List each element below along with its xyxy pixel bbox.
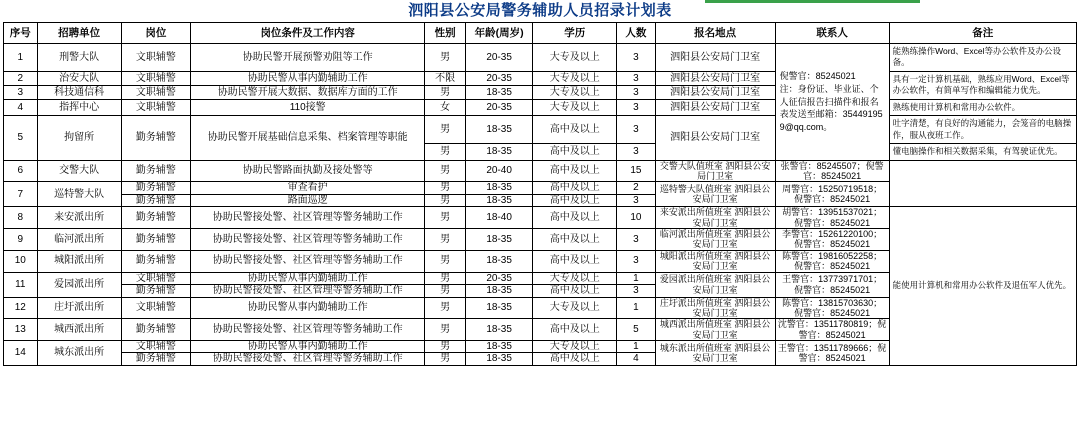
cell-remark: 能使用计算机和常用办公软件及退伍军人优先。 bbox=[889, 207, 1076, 365]
cell-age: 18-35 bbox=[466, 182, 533, 195]
cell-conditions: 协助民警从事内勤辅助工作 bbox=[191, 297, 425, 319]
table-row bbox=[4, 116, 1077, 144]
cell-remark: 懂电脑操作和相关数据采集，有驾驶证优先。 bbox=[889, 144, 1076, 160]
table-header-row bbox=[4, 23, 1077, 44]
cell-sex: 不限 bbox=[425, 71, 466, 85]
cell-no: 14 bbox=[4, 340, 38, 365]
cell-number: 3 bbox=[617, 144, 655, 160]
cell-education: 高中及以上 bbox=[533, 207, 617, 229]
cell-place: 爱园派出所值班室 泗阳县公安局门卫室 bbox=[655, 272, 775, 297]
cell-number: 1 bbox=[617, 272, 655, 285]
cell-sex: 男 bbox=[425, 250, 466, 272]
cell-education: 高中及以上 bbox=[533, 250, 617, 272]
cell-education: 高中及以上 bbox=[533, 319, 617, 341]
cell-conditions: 协助民警开展基础信息采集、档案管理等职能 bbox=[191, 116, 425, 160]
cell-unit: 城东派出所 bbox=[37, 340, 121, 365]
cell-sex: 男 bbox=[425, 285, 466, 298]
cell-place: 泗阳县公安局门卫室 bbox=[655, 44, 775, 72]
cell-education: 大专及以上 bbox=[533, 44, 617, 72]
cell-contact: 陈警官：19816052258；倪警官：85245021 bbox=[775, 250, 889, 272]
title-row bbox=[4, 0, 1077, 23]
cell-unit: 庄圩派出所 bbox=[37, 297, 121, 319]
cell-number: 3 bbox=[617, 250, 655, 272]
cell-conditions: 协助民警接处警、社区管理等警务辅助工作 bbox=[191, 229, 425, 251]
cell-number: 3 bbox=[617, 229, 655, 251]
cell-contact: 胡警官：13951537021；倪警官：85245021 bbox=[775, 207, 889, 229]
col-header-number: 人数 bbox=[617, 23, 655, 44]
cell-education: 高中及以上 bbox=[533, 182, 617, 195]
cell-education: 大专及以上 bbox=[533, 297, 617, 319]
cell-conditions: 审查看护 bbox=[191, 182, 425, 195]
cell-post: 勤务辅警 bbox=[121, 160, 191, 182]
cell-conditions: 协助民警接处警、社区管理等警务辅助工作 bbox=[191, 250, 425, 272]
cell-age: 20-35 bbox=[466, 71, 533, 85]
cell-number: 3 bbox=[617, 44, 655, 72]
cell-no: 13 bbox=[4, 319, 38, 341]
cell-remark: 熟练使用计算机和常用办公软件。 bbox=[889, 99, 1076, 115]
cell-education: 高中及以上 bbox=[533, 144, 617, 160]
cell-post: 勤务辅警 bbox=[121, 250, 191, 272]
cell-place: 巡特警大队值班室 泗阳县公安局门卫室 bbox=[655, 182, 775, 207]
cell-age: 18-35 bbox=[466, 340, 533, 353]
cell-place: 临河派出所值班室 泗阳县公安局门卫室 bbox=[655, 229, 775, 251]
cell-sex: 男 bbox=[425, 144, 466, 160]
cell-education: 大专及以上 bbox=[533, 99, 617, 115]
cell-remark: 能熟练操作Word、Excel等办公软件及办公设备。 bbox=[889, 44, 1076, 72]
cell-age: 18-40 bbox=[466, 207, 533, 229]
cell-post: 勤务辅警 bbox=[121, 116, 191, 160]
cell-place: 来安派出所值班室 泗阳县公安局门卫室 bbox=[655, 207, 775, 229]
cell-conditions: 协助民警路面执勤及接处警等 bbox=[191, 160, 425, 182]
cell-conditions: 协助民警从事内勤辅助工作 bbox=[191, 340, 425, 353]
cell-contact: 周警官：15250719518；倪警官：85245021 bbox=[775, 182, 889, 207]
cell-no: 5 bbox=[4, 116, 38, 160]
cell-unit: 城阳派出所 bbox=[37, 250, 121, 272]
col-header-no: 序号 bbox=[4, 23, 38, 44]
cell-unit: 刑警大队 bbox=[37, 44, 121, 72]
cell-conditions: 协助民警接处警、社区管理等警务辅助工作 bbox=[191, 285, 425, 298]
cell-place: 城东派出所值班室 泗阳县公安局门卫室 bbox=[655, 340, 775, 365]
cell-unit: 治安大队 bbox=[37, 71, 121, 85]
cell-age: 18-35 bbox=[466, 116, 533, 144]
cell-contact: 陈警官：13815703630；倪警官：85245021 bbox=[775, 297, 889, 319]
cell-unit: 城西派出所 bbox=[37, 319, 121, 341]
cell-conditions: 路面巡逻 bbox=[191, 194, 425, 207]
table-row bbox=[4, 99, 1077, 115]
cell-conditions: 协助民警接处警、社区管理等警务辅助工作 bbox=[191, 353, 425, 366]
cell-number: 3 bbox=[617, 71, 655, 85]
col-header-education: 学历 bbox=[533, 23, 617, 44]
cell-number: 2 bbox=[617, 182, 655, 195]
cell-number: 3 bbox=[617, 85, 655, 99]
cell-age: 18-35 bbox=[466, 144, 533, 160]
cell-place: 城阳派出所值班室 泗阳县公安局门卫室 bbox=[655, 250, 775, 272]
cell-no: 10 bbox=[4, 250, 38, 272]
cell-age: 20-40 bbox=[466, 160, 533, 182]
cell-post: 勤务辅警 bbox=[121, 319, 191, 341]
table-row bbox=[4, 160, 1077, 182]
cell-number: 10 bbox=[617, 207, 655, 229]
cell-contact: 王警官：13511789666；倪警官：85245021 bbox=[775, 340, 889, 365]
cell-sex: 男 bbox=[425, 353, 466, 366]
cell-age: 18-35 bbox=[466, 285, 533, 298]
cell-age: 20-35 bbox=[466, 99, 533, 115]
cell-no: 8 bbox=[4, 207, 38, 229]
cell-education: 大专及以上 bbox=[533, 272, 617, 285]
cell-post: 勤务辅警 bbox=[121, 207, 191, 229]
cell-place: 泗阳县公安局门卫室 bbox=[655, 116, 775, 160]
table-row bbox=[4, 44, 1077, 72]
recruitment-table bbox=[3, 0, 1077, 366]
col-header-sex: 性别 bbox=[425, 23, 466, 44]
cell-unit: 巡特警大队 bbox=[37, 182, 121, 207]
table-row bbox=[4, 71, 1077, 85]
cell-sex: 男 bbox=[425, 319, 466, 341]
cell-no: 11 bbox=[4, 272, 38, 297]
table-row bbox=[4, 207, 1077, 229]
col-header-contact: 联系人 bbox=[775, 23, 889, 44]
cell-age: 20-35 bbox=[466, 44, 533, 72]
cell-age: 18-35 bbox=[466, 353, 533, 366]
cell-age: 18-35 bbox=[466, 85, 533, 99]
cell-conditions: 协助民警接处警、社区管理等警务辅助工作 bbox=[191, 319, 425, 341]
cell-conditions: 协助民警开展大数据、数据库方面的工作 bbox=[191, 85, 425, 99]
cell-contact: 王警官：13773971701；倪警官：85245021 bbox=[775, 272, 889, 297]
cell-sex: 男 bbox=[425, 182, 466, 195]
cell-sex: 男 bbox=[425, 85, 466, 99]
cell-number: 15 bbox=[617, 160, 655, 182]
page-title: 泗阳县公安局警务辅助人员招录计划表 bbox=[408, 2, 672, 20]
cell-education: 高中及以上 bbox=[533, 353, 617, 366]
cell-number: 3 bbox=[617, 194, 655, 207]
cell-sex: 男 bbox=[425, 160, 466, 182]
cell-education: 高中及以上 bbox=[533, 116, 617, 144]
cell-age: 18-35 bbox=[466, 194, 533, 207]
cell-number: 3 bbox=[617, 116, 655, 144]
cell-education: 大专及以上 bbox=[533, 85, 617, 99]
cell-conditions: 协助民警接处警、社区管理等警务辅助工作 bbox=[191, 207, 425, 229]
cell-no: 6 bbox=[4, 160, 38, 182]
cell-contact: 李警官：15261220100；倪警官：85245021 bbox=[775, 229, 889, 251]
cell-post: 勤务辅警 bbox=[121, 285, 191, 298]
cell-education: 大专及以上 bbox=[533, 71, 617, 85]
cell-post: 勤务辅警 bbox=[121, 353, 191, 366]
cell-age: 18-35 bbox=[466, 319, 533, 341]
cell-sex: 男 bbox=[425, 44, 466, 72]
cell-number: 1 bbox=[617, 297, 655, 319]
cell-unit: 拘留所 bbox=[37, 116, 121, 160]
cell-remark: 吐字清楚，有良好的沟通能力，会笼音的电脑操作，服从夜班工作。 bbox=[889, 116, 1076, 144]
cell-place: 泗阳县公安局门卫室 bbox=[655, 85, 775, 99]
cell-contact: 张警官：85245507；倪警官：85245021 bbox=[775, 160, 889, 182]
cell-conditions: 协助民警从事内勤辅助工作 bbox=[191, 272, 425, 285]
cell-post: 勤务辅警 bbox=[121, 229, 191, 251]
cell-number: 3 bbox=[617, 285, 655, 298]
contact-officer: 倪警官：85245021 bbox=[779, 71, 856, 82]
cell-sex: 男 bbox=[425, 297, 466, 319]
col-header-post: 岗位 bbox=[121, 23, 191, 44]
cell-conditions: 110接警 bbox=[191, 99, 425, 115]
cell-education: 大专及以上 bbox=[533, 340, 617, 353]
cell-place: 泗阳县公安局门卫室 bbox=[655, 71, 775, 85]
cell-sex: 女 bbox=[425, 99, 466, 115]
cell-sex: 男 bbox=[425, 272, 466, 285]
cell-post: 勤务辅警 bbox=[121, 182, 191, 195]
cell-no: 7 bbox=[4, 182, 38, 207]
cell-education: 高中及以上 bbox=[533, 160, 617, 182]
col-header-conditions: 岗位条件及工作内容 bbox=[191, 23, 425, 44]
cell-unit: 临河派出所 bbox=[37, 229, 121, 251]
cell-post: 文职辅警 bbox=[121, 272, 191, 285]
cell-post: 文职辅警 bbox=[121, 99, 191, 115]
cell-no: 2 bbox=[4, 71, 38, 85]
cell-unit: 科技通信科 bbox=[37, 85, 121, 99]
cell-number: 4 bbox=[617, 353, 655, 366]
cell-remark bbox=[889, 160, 1076, 207]
cell-education: 高中及以上 bbox=[533, 285, 617, 298]
cell-no: 4 bbox=[4, 99, 38, 115]
cell-sex: 男 bbox=[425, 194, 466, 207]
cell-education: 高中及以上 bbox=[533, 194, 617, 207]
cell-unit: 指挥中心 bbox=[37, 99, 121, 115]
col-header-unit: 招聘单位 bbox=[37, 23, 121, 44]
cell-sex: 男 bbox=[425, 116, 466, 144]
cell-no: 12 bbox=[4, 297, 38, 319]
cell-post: 文职辅警 bbox=[121, 340, 191, 353]
cell-post: 文职辅警 bbox=[121, 297, 191, 319]
cell-sex: 男 bbox=[425, 340, 466, 353]
cell-age: 18-35 bbox=[466, 250, 533, 272]
cell-sex: 男 bbox=[425, 229, 466, 251]
cell-age: 18-35 bbox=[466, 297, 533, 319]
cell-post: 文职辅警 bbox=[121, 85, 191, 99]
cell-contact-block bbox=[775, 44, 889, 161]
cell-no: 1 bbox=[4, 44, 38, 72]
cell-place: 庄圩派出所值班室 泗阳县公安局门卫室 bbox=[655, 297, 775, 319]
col-header-remark: 备注 bbox=[889, 23, 1076, 44]
cell-place: 交警大队值班室 泗阳县公安局门卫室 bbox=[655, 160, 775, 182]
cell-number: 5 bbox=[617, 319, 655, 341]
col-header-age: 年龄(周岁) bbox=[466, 23, 533, 44]
cell-age: 20-35 bbox=[466, 272, 533, 285]
cell-unit: 爱园派出所 bbox=[37, 272, 121, 297]
cell-sex: 男 bbox=[425, 207, 466, 229]
cell-post: 文职辅警 bbox=[121, 71, 191, 85]
cell-unit: 来安派出所 bbox=[37, 207, 121, 229]
cell-no: 9 bbox=[4, 229, 38, 251]
cell-post: 文职辅警 bbox=[121, 44, 191, 72]
cell-contact: 沈警官：13511780819；倪警官：85245021 bbox=[775, 319, 889, 341]
cell-conditions: 协助民警从事内勤辅助工作 bbox=[191, 71, 425, 85]
cell-remark: 具有一定计算机基础，熟练应用Word、Excel等办公软件，有简单写作和编辑能力优先。 bbox=[889, 71, 1076, 99]
contact-note: 注：身份证、毕业证、个人征信报告扫描件和报名表发送至邮箱：354491959@qq.com。 bbox=[779, 83, 883, 132]
cell-conditions: 协助民警开展预警劝阻等工作 bbox=[191, 44, 425, 72]
cell-education: 高中及以上 bbox=[533, 229, 617, 251]
cell-number: 1 bbox=[617, 340, 655, 353]
col-header-place: 报名地点 bbox=[655, 23, 775, 44]
cell-age: 18-35 bbox=[466, 229, 533, 251]
cell-number: 3 bbox=[617, 99, 655, 115]
decorative-green-line bbox=[705, 0, 920, 3]
cell-no: 3 bbox=[4, 85, 38, 99]
cell-place: 泗阳县公安局门卫室 bbox=[655, 99, 775, 115]
cell-place: 城西派出所值班室 泗阳县公安局门卫室 bbox=[655, 319, 775, 341]
cell-post: 勤务辅警 bbox=[121, 194, 191, 207]
cell-unit: 交警大队 bbox=[37, 160, 121, 182]
